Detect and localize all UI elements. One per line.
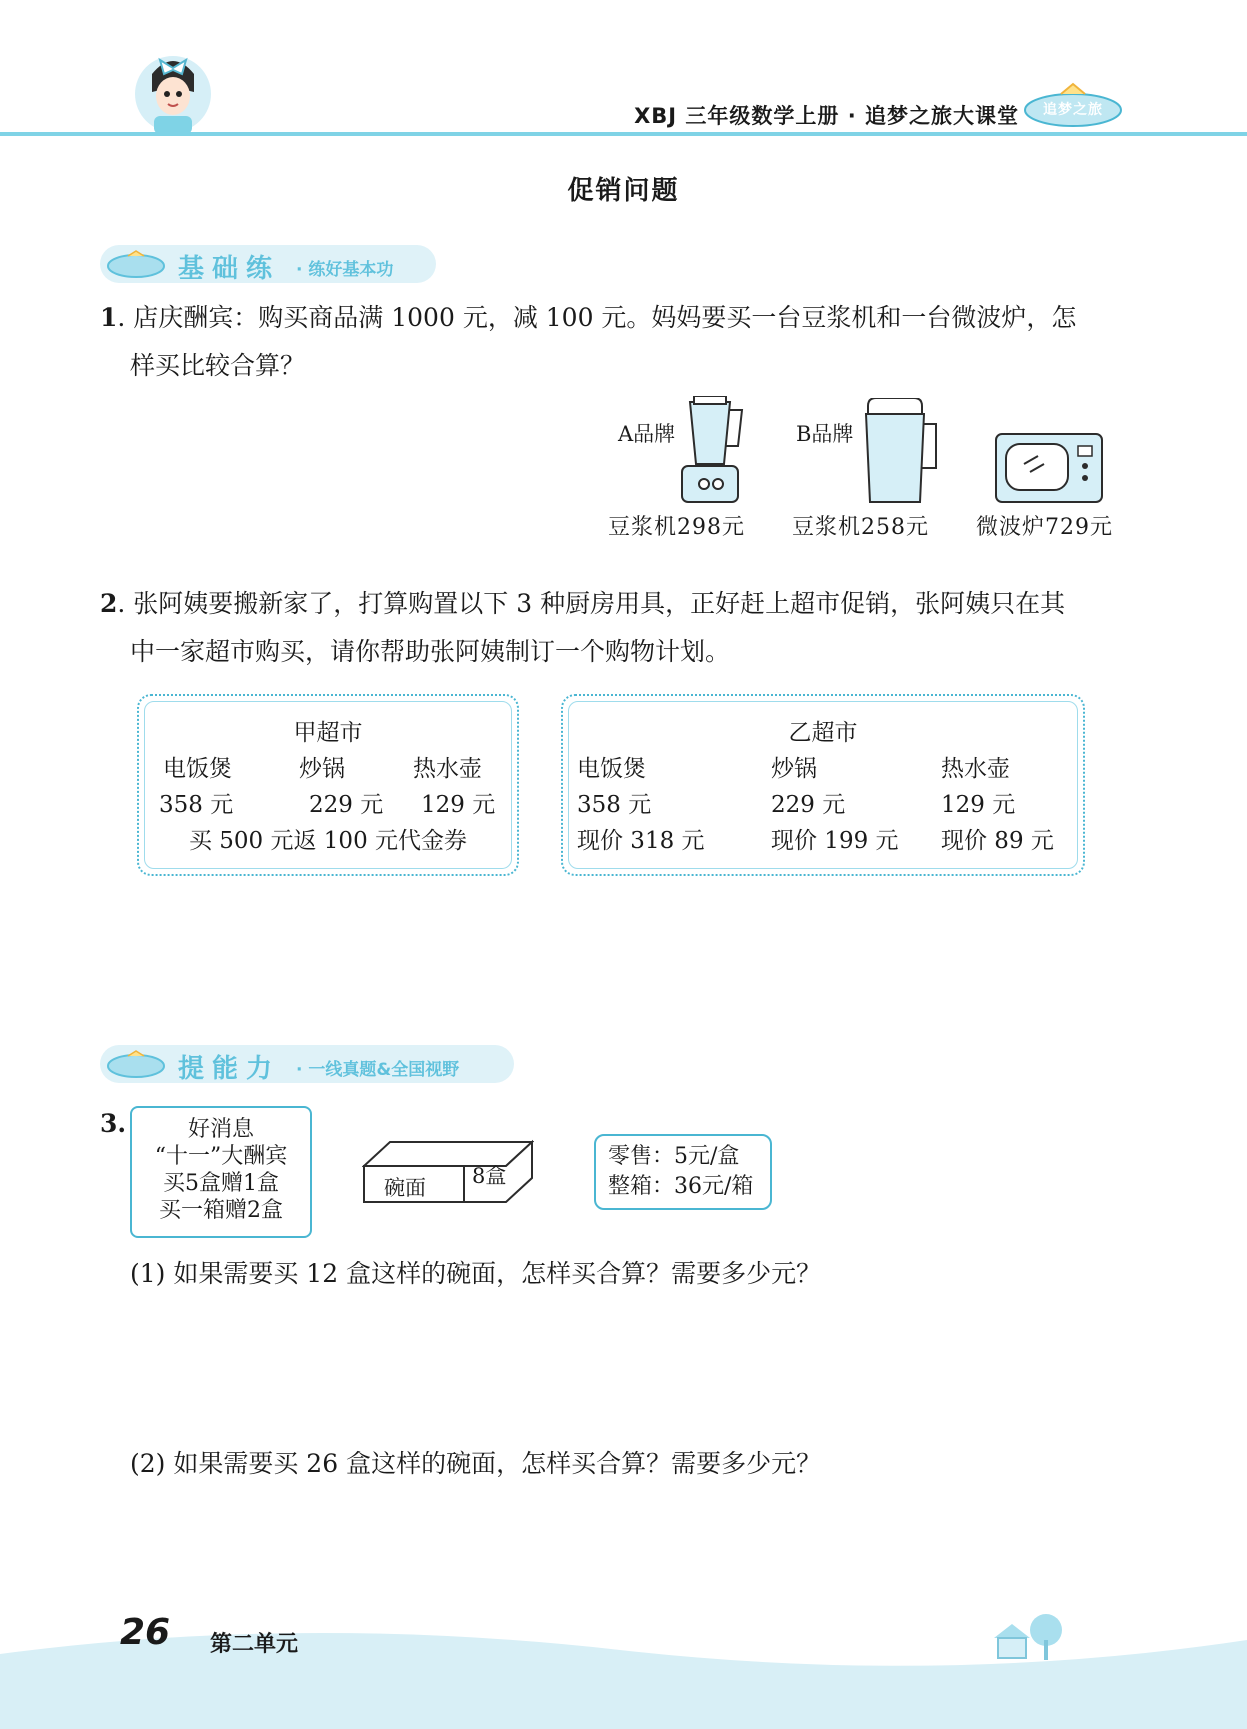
- section-banner-advanced: [100, 1045, 514, 1083]
- house-tree-icon: [990, 1612, 1070, 1662]
- question-number: 3: [100, 1109, 118, 1138]
- section-subtitle: · 一线真题&全国视野: [296, 1060, 460, 1080]
- section-title: 提能力: [178, 1054, 281, 1084]
- notice-line: 买一箱赠2盒: [159, 1198, 283, 1223]
- question-text-line2: 样买比较合算？: [130, 351, 306, 380]
- question-1: [100, 294, 1160, 390]
- price-rice-cooker: 358 元: [577, 792, 652, 818]
- question-text-line1: . 店庆酬宾：购买商品满 1000 元，减 100 元。妈妈要买一台豆浆机和一台微波炉，怎: [117, 303, 1077, 332]
- section-banner-basic: [100, 245, 436, 283]
- question-text-line2: 中一家超市购买，请你帮助张阿姨制订一个购物计划。: [130, 637, 731, 666]
- retail-price: 零售：5元/盒: [608, 1144, 740, 1169]
- brand-logo-icon: [106, 250, 166, 278]
- product-price-a: 豆浆机298元: [608, 515, 745, 540]
- blender-icon: [672, 396, 750, 508]
- question-3-number: 3.: [100, 1109, 127, 1138]
- microwave-icon: [994, 432, 1104, 504]
- brand-badge: [1021, 80, 1125, 130]
- pricing-card: [594, 1134, 772, 1210]
- current-price-rice-cooker: 现价 318 元: [577, 828, 705, 854]
- question-number: 1: [100, 303, 118, 332]
- item-wok: 炒锅: [299, 756, 345, 782]
- box-front-label: 碗面: [384, 1176, 426, 1200]
- brand-b-label: B品牌: [796, 422, 854, 446]
- item-kettle: 热水壶: [941, 756, 1010, 782]
- page-number: 26: [120, 1612, 171, 1653]
- current-price-kettle: 现价 89 元: [941, 828, 1054, 854]
- notice-line: 好消息: [187, 1117, 254, 1142]
- promotion-text: 买 500 元返 100 元代金券: [188, 828, 468, 854]
- good-news-notice: [130, 1106, 312, 1238]
- unit-label: 第二单元: [210, 1632, 299, 1657]
- notice-line: 买5盒赠1盒: [163, 1171, 279, 1196]
- product-price-b: 豆浆机258元: [792, 515, 929, 540]
- item-kettle: 热水壶: [413, 756, 482, 782]
- notice-line: “十一”大酬宾: [154, 1144, 288, 1169]
- mascot-girl-icon: [130, 46, 216, 136]
- item-rice-cooker: 电饭煲: [163, 756, 232, 782]
- brand-a-label: A品牌: [618, 422, 676, 446]
- item-rice-cooker: 电饭煲: [577, 756, 646, 782]
- question-text-line1: . 张阿姨要搬新家了，打算购置以下 3 种厨房用具，正好赶上超市促销，张阿姨只在其: [117, 589, 1066, 618]
- section-subtitle: · 练好基本功: [296, 260, 394, 280]
- sub-question-1: (1) 如果需要买 12 盒这样的碗面，怎样买合算？需要多少元？: [130, 1259, 822, 1288]
- item-wok: 炒锅: [771, 756, 817, 782]
- section-title: 基础练: [178, 254, 281, 284]
- price-kettle: 129 元: [421, 792, 496, 818]
- supermarket-b-card: [561, 694, 1085, 876]
- supermarket-name: 乙超市: [788, 720, 858, 746]
- header-title: XBJ 三年级数学上册 · 追梦之旅大课堂: [634, 104, 1019, 128]
- price-kettle: 129 元: [941, 792, 1016, 818]
- soymilk-maker-icon: [860, 398, 940, 506]
- question-2: [100, 580, 1160, 676]
- question-number: 2: [100, 589, 118, 618]
- page-title: 促销问题: [567, 176, 680, 206]
- price-wok: 229 元: [771, 792, 846, 818]
- price-wok: 229 元: [309, 792, 384, 818]
- current-price-wok: 现价 199 元: [771, 828, 899, 854]
- supermarket-name: 甲超市: [293, 720, 363, 746]
- brand-badge-text: 追梦之旅: [1043, 102, 1103, 118]
- brand-logo-icon: [106, 1050, 166, 1078]
- price-rice-cooker: 358 元: [159, 792, 234, 818]
- supermarket-a-card: [137, 694, 519, 876]
- product-price-microwave: 微波炉729元: [976, 515, 1113, 540]
- case-price: 整箱：36元/箱: [608, 1174, 754, 1199]
- sub-question-2: (2) 如果需要买 26 盒这样的碗面，怎样买合算？需要多少元？: [130, 1449, 822, 1478]
- box-side-label: 8盒: [472, 1164, 507, 1188]
